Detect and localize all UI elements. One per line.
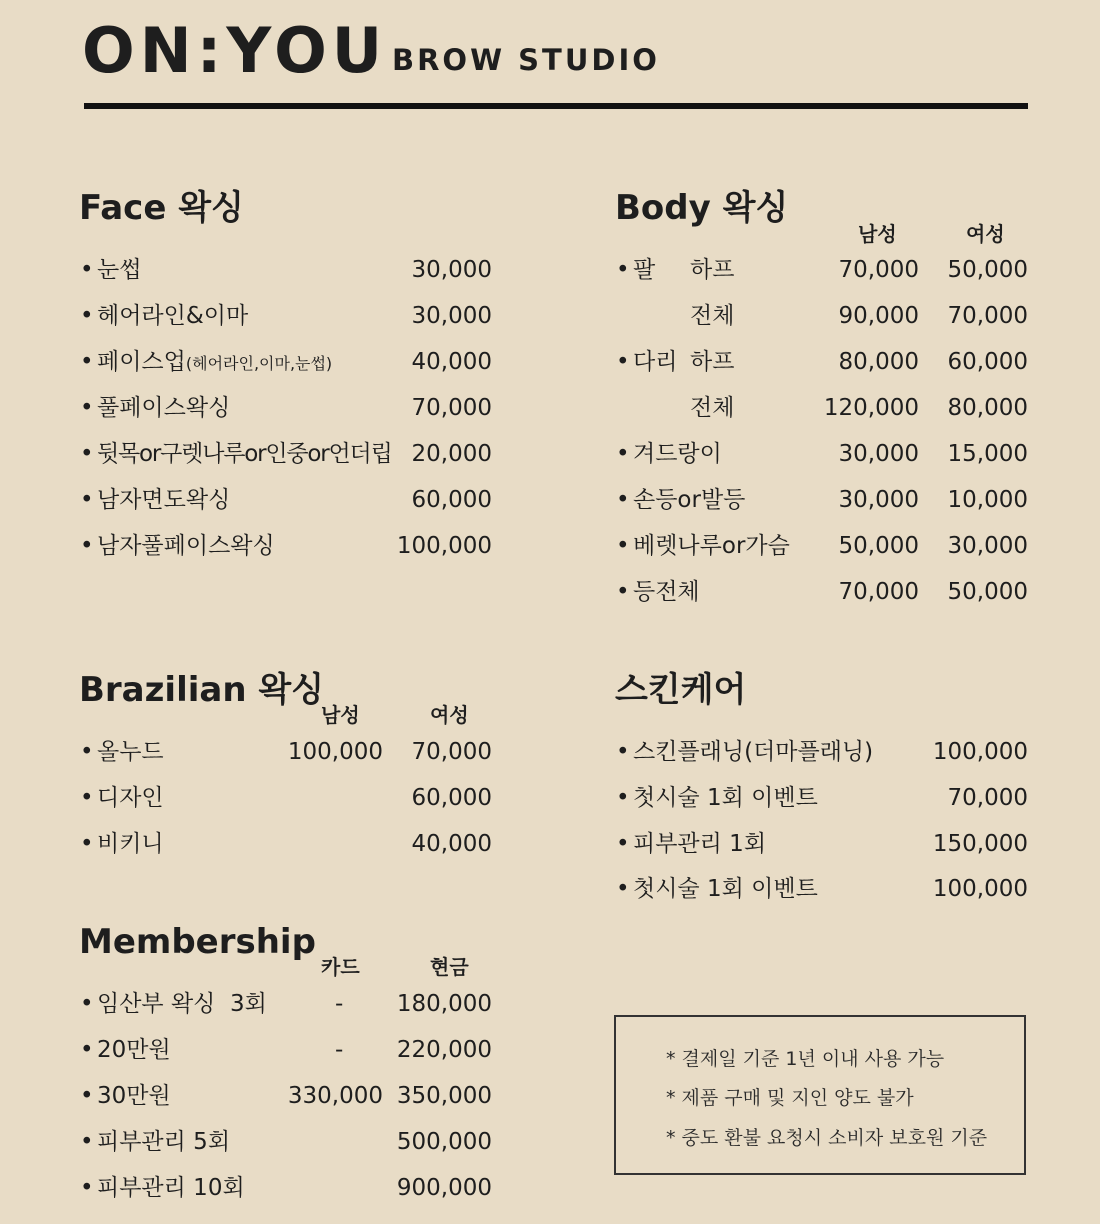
face-row (80, 301, 492, 331)
bullet: • (616, 441, 630, 467)
face-row (80, 347, 492, 377)
bullet: • (80, 1129, 94, 1155)
body-section-title: Body 왁싱 (615, 188, 789, 228)
face-row (80, 439, 492, 469)
item-name: 피부관리 1회 (633, 831, 767, 857)
bullet: • (80, 991, 94, 1017)
brazilian-row (80, 783, 492, 813)
price-female: 60,000 (947, 349, 1028, 375)
item-name: 헤어라인&이마 (97, 303, 249, 329)
skincare-row (616, 829, 1028, 859)
item-name: 첫시술 1회 이벤트 (633, 785, 818, 811)
body-row (616, 255, 1028, 285)
header-divider (84, 103, 1028, 109)
item-name: 남자면도왁싱 (97, 487, 231, 513)
item-name: 겨드랑이 (633, 441, 722, 467)
price-female: 50,000 (947, 257, 1028, 283)
price-male: 70,000 (838, 579, 919, 605)
bullet: • (80, 1083, 94, 1109)
item-name: 눈썹 (97, 257, 142, 283)
price-cash: 180,000 (396, 991, 492, 1017)
bullet: • (616, 739, 630, 765)
item-price: 20,000 (411, 441, 492, 467)
bullet: • (80, 441, 94, 467)
membership-row (80, 1127, 492, 1157)
price-cash: 220,000 (396, 1037, 492, 1063)
bullet: • (616, 579, 630, 605)
price-female: 80,000 (947, 395, 1028, 421)
item-name: 풀페이스왁싱 (97, 395, 231, 421)
body-row (616, 347, 1028, 377)
skincare-row (616, 874, 1028, 904)
item-sub: 하프 (690, 257, 735, 283)
bullet: • (80, 395, 94, 421)
membership-row (80, 1081, 492, 1111)
item-sub: 전체 (690, 303, 735, 329)
price-male: 90,000 (838, 303, 919, 329)
item-name: 디자인 (97, 785, 164, 811)
item-name: 뒷목or구렛나루or인중or언더립 (97, 441, 392, 467)
item-name: 올누드 (97, 739, 164, 765)
bullet: • (80, 785, 94, 811)
body-row (616, 577, 1028, 607)
membership-section-title: Membership (79, 922, 316, 962)
item-name: 30만원 (97, 1083, 171, 1109)
price-cash: 350,000 (396, 1083, 492, 1109)
brazilian-row (80, 829, 492, 859)
price-male: 120,000 (823, 395, 919, 421)
item-sub: 하프 (690, 349, 735, 375)
bullet: • (616, 533, 630, 559)
price-cash: 500,000 (396, 1129, 492, 1155)
item-sub: 전체 (690, 395, 735, 421)
price-male: 30,000 (838, 487, 919, 513)
item-price: 100,000 (932, 739, 1028, 765)
bullet: • (616, 785, 630, 811)
item-name: 임산부 왁싱 3회 (97, 991, 267, 1017)
item-price: 70,000 (947, 785, 1028, 811)
bullet: • (616, 831, 630, 857)
item-name-text: 페이스업 (97, 349, 186, 375)
item-name: 다리 (633, 349, 678, 375)
note-line: * 중도 환불 요청시 소비자 보호원 기준 (666, 1127, 988, 1149)
price-male: 80,000 (838, 349, 919, 375)
price-female: 70,000 (411, 739, 492, 765)
skincare-section-title: 스킨케어 (615, 670, 747, 710)
body-row (616, 301, 1028, 331)
bullet: • (616, 487, 630, 513)
membership-col-cash: 현금 (430, 955, 469, 979)
brazilian-row (80, 737, 492, 767)
note-line: * 제품 구매 및 지인 양도 불가 (666, 1087, 914, 1109)
price-male: 30,000 (838, 441, 919, 467)
price-female: 60,000 (411, 785, 492, 811)
price-female: 30,000 (947, 533, 1028, 559)
price-card: - (335, 991, 344, 1017)
bullet: • (80, 257, 94, 283)
item-name: 손등or발등 (633, 487, 746, 513)
item-name: 첫시술 1회 이벤트 (633, 876, 818, 902)
item-name: 팔 (633, 257, 656, 283)
skincare-row (616, 783, 1028, 813)
body-row (616, 531, 1028, 561)
item-name: 베렛나루or가슴 (633, 533, 790, 559)
bullet: • (80, 1037, 94, 1063)
body-col-male: 남성 (858, 222, 897, 246)
item-price: 30,000 (411, 303, 492, 329)
bullet: • (616, 876, 630, 902)
item-name: 피부관리 10회 (97, 1175, 245, 1201)
item-price: 30,000 (411, 257, 492, 283)
body-row (616, 439, 1028, 469)
brazilian-section-title: Brazilian 왁싱 (79, 670, 325, 710)
item-name: 스킨플래닝(더마플래닝) (633, 739, 874, 765)
price-cash: 900,000 (396, 1175, 492, 1201)
item-price: 150,000 (932, 831, 1028, 857)
price-male: 50,000 (838, 533, 919, 559)
item-price: 100,000 (396, 533, 492, 559)
bullet: • (616, 349, 630, 375)
item-name: 20만원 (97, 1037, 171, 1063)
bullet: • (80, 349, 94, 375)
face-row (80, 485, 492, 515)
membership-col-card: 카드 (321, 955, 360, 979)
logo: ON:YOU (82, 14, 388, 87)
body-row (616, 393, 1028, 423)
price-female: 40,000 (411, 831, 492, 857)
bullet: • (80, 303, 94, 329)
bullet: • (80, 487, 94, 513)
membership-row (80, 1173, 492, 1203)
item-name: 남자풀페이스왁싱 (97, 533, 275, 559)
item-name: 등전체 (633, 579, 700, 605)
bullet: • (616, 257, 630, 283)
skincare-row (616, 737, 1028, 767)
price-card: 330,000 (287, 1083, 383, 1109)
body-col-female: 여성 (966, 222, 1005, 246)
item-price: 60,000 (411, 487, 492, 513)
bullet: • (80, 1175, 94, 1201)
price-female: 10,000 (947, 487, 1028, 513)
bullet: • (80, 533, 94, 559)
brazilian-col-male: 남성 (321, 703, 360, 727)
membership-row (80, 1035, 492, 1065)
body-row (616, 485, 1028, 515)
face-row (80, 393, 492, 423)
bullet: • (80, 739, 94, 765)
item-price: 40,000 (411, 349, 492, 375)
price-female: 50,000 (947, 579, 1028, 605)
bullet: • (80, 831, 94, 857)
membership-row (80, 989, 492, 1019)
face-row (80, 531, 492, 561)
item-price: 70,000 (411, 395, 492, 421)
face-row (80, 255, 492, 285)
logo-subtitle: BROW STUDIO (392, 43, 660, 77)
price-female: 70,000 (947, 303, 1028, 329)
price-female: 15,000 (947, 441, 1028, 467)
price-male: 100,000 (287, 739, 383, 765)
face-section-title: Face 왁싱 (79, 188, 244, 228)
item-name (97, 347, 332, 379)
notes-box (614, 1015, 1026, 1175)
price-male: 70,000 (838, 257, 919, 283)
item-price: 100,000 (932, 876, 1028, 902)
item-name: 비키니 (97, 831, 164, 857)
price-card: - (335, 1037, 344, 1063)
brazilian-col-female: 여성 (430, 703, 469, 727)
item-name-note: (헤어라인,이마,눈썹) (185, 354, 333, 373)
item-name: 피부관리 5회 (97, 1129, 231, 1155)
note-line: * 결제일 기준 1년 이내 사용 가능 (666, 1048, 945, 1070)
